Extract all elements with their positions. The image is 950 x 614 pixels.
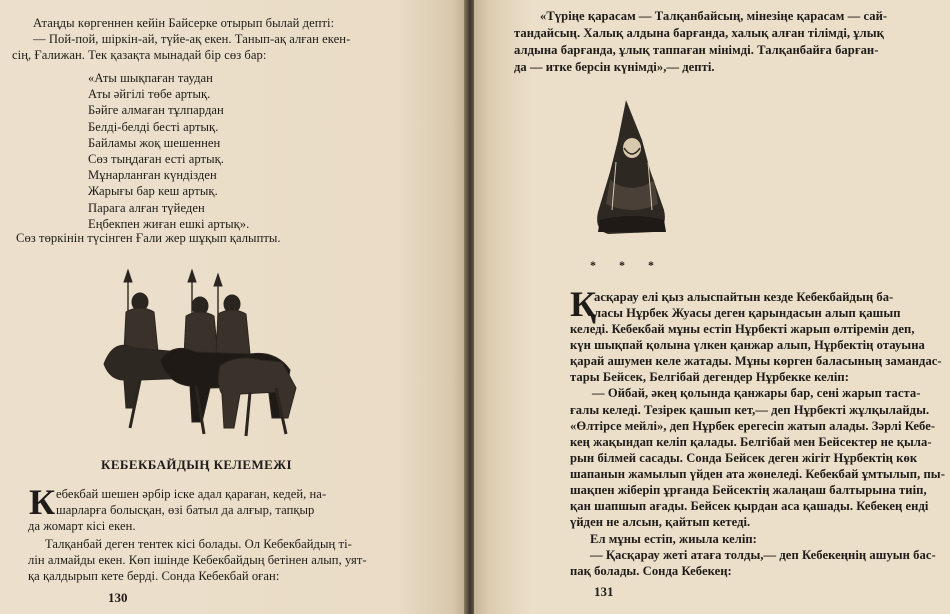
story-line-3: келеді. Кебекбай мұны естіп Нұрбекті жарып өлтіремін деп, [570, 322, 915, 336]
horsemen-illustration [100, 268, 300, 440]
seated-figure-illustration [592, 100, 672, 236]
story-line-10: кең жақындап келіп қалады. Белгібай мен Бейсектер не қыла- [570, 435, 932, 449]
chapter-line-2: шарларға болысқан, өзі батыл да алғыр, тапқыр [56, 503, 315, 517]
top-line-1: «Түріңе қарасам — Талқанбайсың, мінезіңе қарасам — сай- [540, 9, 888, 23]
story-line-11: рын білмей сасады. Сонда Бейсек деген жігіт Нұрбектің көк [570, 451, 918, 465]
poem-line: Еңбекпен жиған ешкі артық». [88, 216, 250, 231]
poem-line: Аты әйгілі төбе артық. [88, 87, 211, 102]
poem-line: Жарығы бар кеш артық. [88, 184, 218, 199]
story-line-16: Ел мұны естіп, жиыла келіп: [590, 532, 757, 546]
top-line-2: тандайсың. Халық алдына барғанда, халық алған тілімді, ұлық [514, 26, 884, 40]
intro-line-2: — Пой-пой, шіркін-ай, түйе-ақ екен. Танып-ақ алған екен- [33, 32, 351, 46]
chapter-line-3: да жомарт кісі екен. [28, 519, 136, 533]
intro-line-1: Атаңды көргеннен кейін Байсерке отырып былай депті: [33, 16, 335, 30]
poem-line: Мұнарланған күндізден [88, 168, 217, 183]
poem-line: Байламы жоқ шешеннен [88, 135, 221, 150]
poem-line: Парага алған түйеден [88, 200, 205, 215]
chapter-title: КЕБЕКБАЙДЫҢ КЕЛЕМЕЖІ [101, 457, 292, 472]
story-line-1: асқарау елі қыз алыспайтын кезде Кебекбайдың ба- [594, 290, 894, 304]
story-line-18: пақ болады. Сонда Кебекең: [570, 564, 732, 578]
drop-cap-k: К [29, 482, 56, 522]
after-poem-line: Сөз төркінін түсінген Ғали жер шұқып қалыпты. [16, 231, 281, 245]
page-number-left: 130 [108, 590, 128, 605]
top-line-4: да — итке берсін күнімді»,— депті. [514, 60, 715, 74]
poem-line: «Аты шықпаған таудан [88, 71, 213, 85]
drop-cap-q: Қ [570, 284, 597, 324]
poem-line: Бәйге алмаған тұлпардан [88, 103, 224, 118]
poem [88, 70, 249, 232]
poem-line: Сөз тыңдаған есті артық. [88, 152, 224, 167]
page-number-right: 131 [594, 584, 614, 599]
story-line-2: ласы Нұрбек Жуасы деген қарындасын алып қашып [594, 306, 901, 320]
chapter-line-5: лін алмайды екен. Көп ішінде Кебекбайдың бетінен алып, уят- [28, 553, 367, 567]
poem-line: Белді-белді бесті артық. [88, 119, 219, 134]
story-line-15: үйден не алсын, қайтып кетеді. [570, 515, 751, 529]
story-line-7: — Ойбай, әкең қолында қанжары бар, сені жарып таста- [592, 386, 921, 400]
chapter-line-4: Талқанбай деген тентек кісі болады. Ол Кебекбайдың ті- [45, 537, 352, 551]
story-line-13: шақпен жіберіп ұрғанда Бейсектің жалаңаш балтырына тиіп, [570, 483, 927, 497]
intro-line-3: сің, Ғалижан. Тек қазақта мынадай бір сөз бар: [12, 48, 267, 62]
story-line-14: қан шапшып ағады. Бейсек қырдан аса қашады. Кебекең енді [570, 499, 929, 513]
story-line-12: шапанын жамылып үйден ата жөнеледі. Кебекбай ұмтылып, пы- [570, 467, 945, 481]
story-line-5: қарай ашумен келе жатады. Мұны көрген баласының замандас- [570, 354, 942, 368]
story-line-6: тары Бейсек, Белгібай дегендер Нұрбекке келіп: [570, 370, 849, 384]
story-line-9: «Өлтірсе мейлі», деп Нұрбек ерегесіп жатып алады. Зәрлі Кебе- [570, 419, 936, 433]
story-line-8: ғалы келеді. Тезірек қашып кет,— деп Нұрбекті жұлқылайды. [570, 403, 930, 417]
left-page [0, 0, 466, 614]
story-line-17: — Қасқарау жеті атаға толды,— деп Кебекеңнің ашуын бас- [590, 548, 936, 562]
story-line-4: күн шықпай қолына үлкен қанжар алып, Нұрбектің отауына [570, 338, 925, 352]
section-separator: * * * [590, 258, 664, 272]
right-page [474, 0, 950, 614]
top-line-3: алдына барғанда, ұлық таппаған мінімді. Талқанбайға барған- [514, 43, 879, 57]
chapter-line-6: қа қалдырып кете берді. Сонда Кебекбай оған: [28, 569, 280, 583]
chapter-line-1: ебекбай шешен әрбір іске адал қараған, кедей, на- [56, 487, 327, 501]
